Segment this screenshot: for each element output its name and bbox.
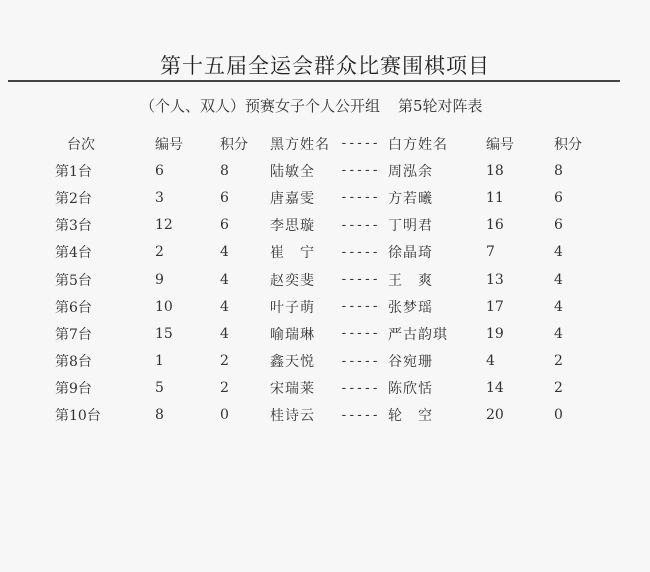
cell-board: 第4台 [55, 245, 92, 262]
cell-white-number: 14 [486, 380, 504, 397]
cell-black-number: 5 [155, 380, 164, 397]
cell-white-name: 方若曦 [388, 190, 433, 207]
cell-black-name: 鑫天悦 [270, 354, 315, 371]
header-white-number: 编号 [486, 136, 514, 153]
cell-black-number: 2 [155, 244, 164, 261]
cell-white-score: 4 [554, 298, 563, 315]
cell-vs: ----- [340, 407, 380, 423]
cell-white-score: 8 [554, 162, 563, 179]
cell-black-score: 4 [220, 325, 229, 342]
cell-black-number: 12 [155, 217, 173, 234]
table-row [55, 402, 594, 429]
cell-white-number: 16 [486, 217, 504, 234]
cell-white-name: 王 爽 [388, 272, 433, 289]
cell-white-number: 7 [486, 244, 495, 261]
cell-black-score: 2 [220, 380, 229, 397]
cell-black-score: 4 [220, 244, 229, 261]
cell-white-number: 19 [486, 325, 504, 342]
cell-white-score: 6 [554, 189, 563, 206]
cell-vs: ----- [340, 272, 380, 288]
cell-board: 第10台 [55, 408, 101, 425]
table-header-row [55, 130, 594, 157]
subtitle-round: 第5轮对阵表 [398, 97, 483, 115]
cell-board: 第8台 [55, 354, 92, 371]
cell-board: 第2台 [55, 190, 92, 207]
header-black-number: 编号 [155, 136, 183, 153]
header-board: 台次 [67, 136, 95, 153]
cell-board: 第6台 [55, 299, 92, 316]
cell-vs: ----- [340, 326, 380, 342]
cell-black-score: 0 [220, 407, 229, 424]
cell-vs: ----- [340, 299, 380, 315]
cell-white-score: 2 [554, 353, 563, 370]
cell-white-number: 17 [486, 298, 504, 315]
cell-white-score: 4 [554, 271, 563, 288]
pairing-rows [55, 157, 594, 429]
header-white-score: 积分 [554, 136, 582, 153]
cell-board: 第9台 [55, 381, 92, 398]
document-title: 第十五届全运会群众比赛围棋项目 [160, 54, 490, 78]
cell-white-score: 2 [554, 380, 563, 397]
header-white-name: 白方姓名 [388, 136, 448, 153]
cell-black-score: 8 [220, 162, 229, 179]
cell-white-number: 18 [486, 162, 504, 179]
cell-black-number: 6 [155, 162, 164, 179]
cell-black-score: 4 [220, 298, 229, 315]
table-row [55, 239, 594, 266]
cell-vs: ----- [340, 380, 380, 396]
cell-black-name: 陆敏全 [270, 163, 315, 180]
header-black-score: 积分 [220, 136, 248, 153]
cell-white-score: 0 [554, 407, 563, 424]
table-row [55, 212, 594, 239]
cell-black-name: 赵奕斐 [270, 272, 315, 289]
cell-white-score: 6 [554, 217, 563, 234]
cell-board: 第7台 [55, 326, 92, 343]
pairing-table [55, 130, 594, 429]
cell-black-name: 叶子萌 [270, 299, 315, 316]
cell-white-score: 4 [554, 325, 563, 342]
table-row [55, 320, 594, 347]
cell-black-name: 宋瑞莱 [270, 381, 315, 398]
cell-black-score: 6 [220, 189, 229, 206]
table-row [55, 266, 594, 293]
cell-white-score: 4 [554, 244, 563, 261]
table-row [55, 157, 594, 184]
header-black-name: 黑方姓名 [270, 136, 330, 153]
cell-white-name: 谷宛珊 [388, 354, 433, 371]
cell-white-name: 丁明君 [388, 218, 433, 235]
cell-black-score: 2 [220, 353, 229, 370]
cell-black-number: 15 [155, 325, 173, 342]
cell-black-name: 喻瑞琳 [270, 326, 315, 343]
cell-board: 第3台 [55, 218, 92, 235]
cell-white-number: 11 [486, 189, 504, 206]
cell-black-name: 唐嘉雯 [270, 190, 315, 207]
cell-white-name: 张梦瑶 [388, 299, 433, 316]
document-subtitle [140, 95, 483, 116]
cell-white-name: 周泓余 [388, 163, 433, 180]
subtitle-group: （个人、双人）预赛女子个人公开组 [140, 97, 381, 115]
cell-black-number: 10 [155, 298, 173, 315]
cell-vs: ----- [340, 190, 380, 206]
cell-black-score: 6 [220, 217, 229, 234]
cell-black-number: 9 [155, 271, 164, 288]
cell-vs: ----- [340, 217, 380, 233]
cell-white-name: 陈欣恬 [388, 381, 433, 398]
header-vs: ----- [340, 136, 380, 152]
cell-black-number: 1 [155, 353, 164, 370]
cell-white-name: 徐晶琦 [388, 245, 433, 262]
cell-vs: ----- [340, 163, 380, 179]
cell-board: 第1台 [55, 163, 92, 180]
table-row [55, 293, 594, 320]
cell-white-name: 严古韵琪 [388, 326, 448, 343]
cell-vs: ----- [340, 244, 380, 260]
cell-black-number: 8 [155, 407, 164, 424]
table-row [55, 184, 594, 211]
cell-black-name: 桂诗云 [270, 408, 315, 425]
cell-white-number: 4 [486, 353, 495, 370]
table-row [55, 375, 594, 402]
cell-board: 第5台 [55, 272, 92, 289]
cell-black-name: 崔 宁 [270, 245, 315, 262]
table-row [55, 348, 594, 375]
title-divider [8, 80, 620, 82]
cell-white-number: 20 [486, 407, 504, 424]
cell-black-number: 3 [155, 189, 164, 206]
cell-white-number: 13 [486, 271, 504, 288]
cell-black-score: 4 [220, 271, 229, 288]
cell-vs: ----- [340, 353, 380, 369]
cell-black-name: 李思璇 [270, 218, 315, 235]
cell-white-name: 轮 空 [388, 408, 433, 425]
